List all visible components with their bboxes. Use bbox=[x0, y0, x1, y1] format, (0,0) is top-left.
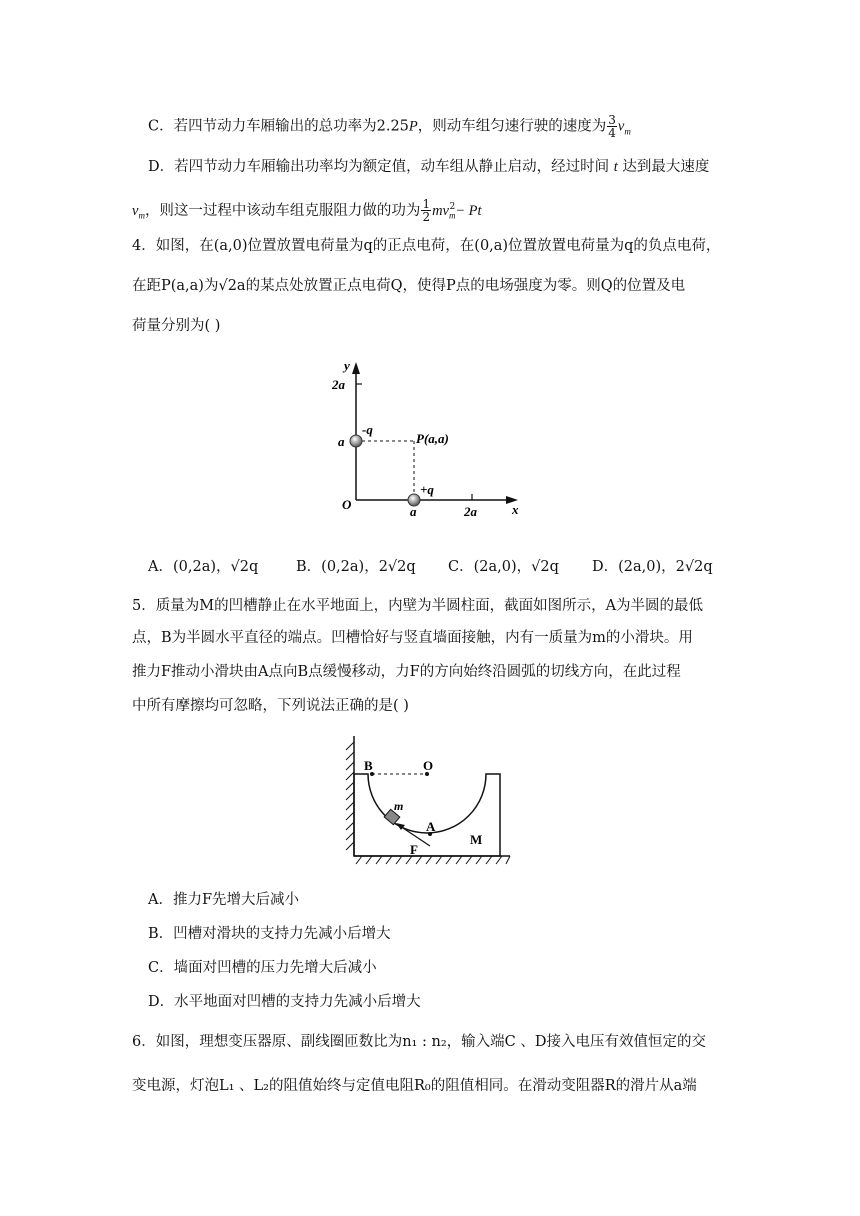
q3-option-d-line1: D．若四节动力车厢输出功率均为额定值，动车组从静止启动，经过时间 t 达到最大速度 bbox=[148, 159, 710, 175]
q4-line3: 荷量分别为( ) bbox=[132, 318, 221, 334]
y-tick-a: a bbox=[338, 434, 345, 449]
q4-line2: 在距P(a,a)为√2a的某点处放置正点电荷Q，使得P点的电场强度为零。则Q的位置及电 bbox=[132, 278, 686, 294]
q4-line1: 4．如图，在(a,0)位置放置电荷量为q的正点电荷，在(0,a)位置放置电荷量为q的负点电荷， bbox=[132, 238, 721, 254]
q4-option-c: C．(2a,0)，√2q bbox=[448, 559, 559, 575]
q6-line1: 6．如图，理想变压器原、副线圈匝数比为n₁ : n₂，输入端C 、D接入电压有效值恒定的交 bbox=[132, 1034, 706, 1050]
label-f: F bbox=[410, 842, 418, 857]
pos-charge-label: +q bbox=[420, 482, 434, 497]
y-tick-2a: 2a bbox=[332, 377, 345, 392]
q5-figure bbox=[340, 730, 520, 870]
q3-option-d-line2: $v_m$，则这一过程中该动车组克服阻力做的功为 $\frac{1}{2}$ $mv_m^2- Pt$ bbox=[132, 197, 482, 225]
x-tick-a: a bbox=[410, 504, 417, 519]
label-a: A bbox=[426, 819, 436, 834]
q5-line2: 点，B为半圆水平直径的端点。凹槽恰好与竖直墙面接触，内有一质量为m的小滑块。用 bbox=[132, 630, 693, 646]
q5-line3: 推力F推动小滑块由A点向B点缓慢移动，力F的方向始终沿圆弧的切线方向，在此过程 bbox=[132, 664, 681, 680]
x-tick-2a: 2a bbox=[464, 504, 477, 519]
q5-option-c: C．墙面对凹槽的压力先增大后减小 bbox=[148, 960, 377, 976]
q5-option-a: A．推力F先增大后减小 bbox=[148, 892, 300, 908]
label-m: m bbox=[394, 799, 404, 813]
q4-figure bbox=[330, 350, 530, 525]
negative-charge bbox=[350, 435, 362, 447]
y-arrow bbox=[352, 362, 360, 374]
x-label: x bbox=[512, 502, 519, 517]
q5-line1: 5．质量为M的凹槽静止在水平地面上，内壁为半圆柱面，截面如图所示，A为半圆的最低 bbox=[132, 598, 704, 614]
label-b: B bbox=[364, 758, 373, 773]
y-label: y bbox=[344, 358, 350, 373]
origin-label: O bbox=[342, 497, 352, 512]
q5-option-d: D．水平地面对凹槽的支持力先减小后增大 bbox=[148, 994, 421, 1010]
q5-line4: 中所有摩擦均可忽略，下列说法正确的是( ) bbox=[132, 698, 409, 714]
q6-line2: 变电源，灯泡L₁ 、L₂的阻值始终与定值电阻R₀的阻值相同。在滑动变阻器R的滑片从a端 bbox=[132, 1078, 697, 1094]
point-p-label: P(a,a) bbox=[416, 431, 449, 446]
label-big-m: M bbox=[470, 832, 483, 847]
q4-option-a: A．(0,2a)，√2q bbox=[148, 559, 259, 575]
fraction: $\frac{3}{4}$ bbox=[608, 113, 616, 140]
q3-option-c: C．若四节动力车厢输出的总功率为2.25P，则动车组匀速行驶的速度为 $\frac{3}{4}$ $v_m$ bbox=[148, 113, 631, 140]
fraction: $\frac{1}{2}$ bbox=[422, 197, 431, 225]
q4-option-d: D．(2a,0)，2√2q bbox=[592, 559, 713, 575]
neg-charge-label: -q bbox=[362, 422, 373, 437]
label-o: O bbox=[423, 758, 434, 773]
q5-option-b: B．凹槽对滑块的支持力先减小后增大 bbox=[148, 926, 391, 942]
q4-option-b: B．(0,2a)，2√2q bbox=[296, 559, 416, 575]
